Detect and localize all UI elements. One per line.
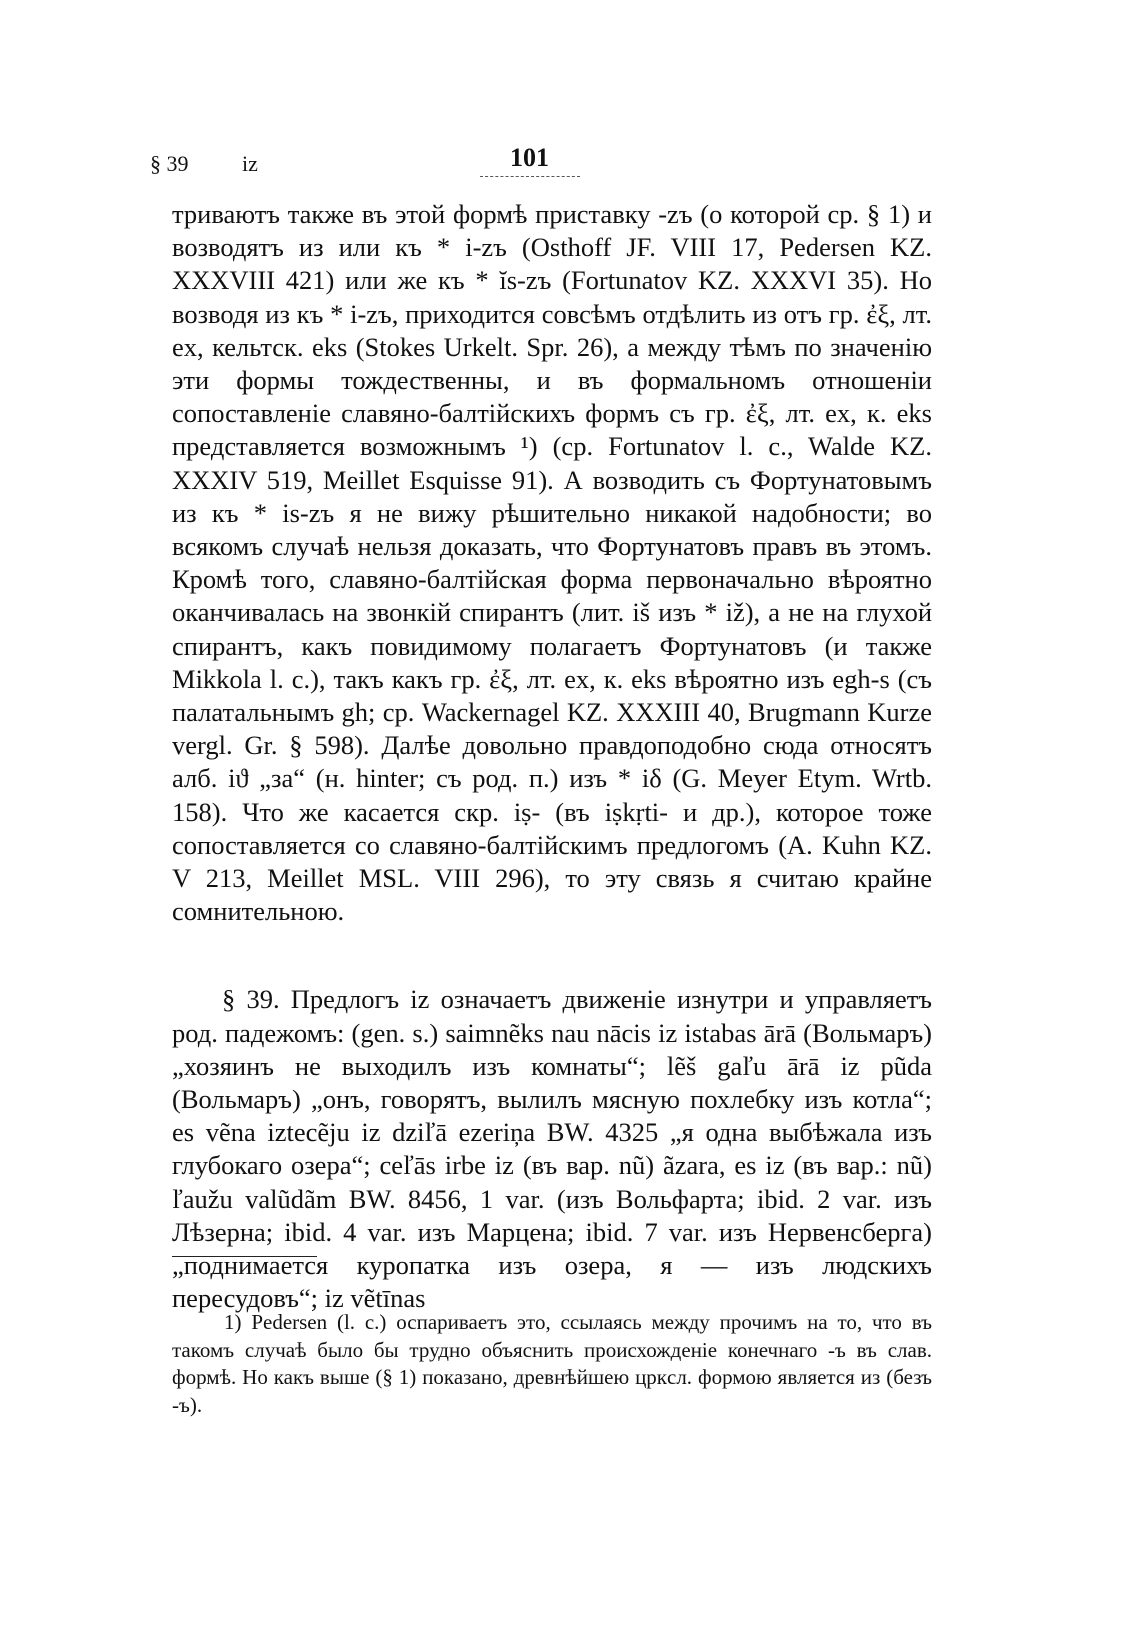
running-head-rule: [480, 176, 580, 177]
page-number: 101: [510, 143, 549, 172]
running-head: [150, 143, 630, 177]
footnote-separator: [172, 1256, 317, 1257]
paragraph-section-39: § 39. Предлогъ iz означаетъ движеніе изнутри и управляетъ род. падежомъ: (gen. s.) saimnẽks nau nācis iz istabas ārā (Вольмаръ) „хозяинъ не выходилъ изъ комнаты“; lẽš gaľu ārā iz pũda (Вольмаръ) „онъ, говорятъ, вылилъ мясную похлебку изъ котла“; es vẽna iztecẽju iz dziľā ezeriņa BW. 4325 „я одна выбѣжала изъ глубокаго озера“; ceľās irbe iz (въ вар. nũ) ãzara, es iz (въ вар.: nũ) ľaužu valũdãm BW. 8456, 1 var. (изъ Вольфарта; ibid. 2 var. изъ Лѣзерна; ibid. 4 var. изъ Марцена; ibid. 7 var. изъ Нервенсберга) „поднимается куропатка изъ озера, я — изъ людскихъ пересудовъ“; iz vẽtīnas: [172, 984, 932, 1314]
footnote-1: 1) Pedersen (l. c.) оспариваетъ это, ссылаясь между прочимъ на то, что въ такомъ случаѣ было бы трудно объяснить происхожденіе конечнаго -ъ въ слав. формѣ. Но какъ выше (§ 1) показано, древнѣйшею цркcл. формою является из (безъ -ъ).: [172, 1310, 932, 1417]
running-head-word: iz: [242, 151, 258, 176]
running-head-section: § 39: [150, 151, 189, 176]
paragraph-continued: триваютъ также въ этой формѣ приставку -zъ (о которой ср. § 1) и возводятъ из или къ * i-zъ (Osthoff JF. VIII 17, Pedersen KZ. XXXVIII 421) или же къ * ĭs-zъ (Fortunatov KZ. XXXVI 35). Но возводя из къ * i-zъ, приходится совсѣмъ отдѣлить из отъ гр. ἐξ, лт. ex, кельтск. eks (Stokes Urkelt. Spr. 26), а между тѣмъ по значенію эти формы тождественны, и въ формальномъ отношеніи сопоставленіе славяно-балтійскихъ формъ съ гр. ἐξ, лт. ex, к. eks представляется возможнымъ ¹) (ср. Fortunatov l. c., Walde KZ. XXXIV 519, Meillet Esquisse 91). А возводить съ Фортунатовымъ из къ * is-zъ я не вижу рѣшительно никакой надобности; во всякомъ случаѣ нельзя доказать, что Фортунатовъ правъ въ этомъ. Кромѣ того, славяно-балтійская форма первоначально вѣроятно оканчивалась на звонкій спирантъ (лит. iš изъ * iž), а не на глухой спирантъ, какъ повидимому полагаетъ Фортунатовъ (и также Mikkola l. c.), такъ какъ гр. ἐξ, лт. ex, к. eks вѣроятно изъ egh-s (съ палатальнымъ gh; ср. Wackernagel KZ. XXXIII 40, Brugmann Kurze vergl. Gr. § 598). Далѣе довольно правдоподобно сюда относятъ алб. iϑ „за“ (н. hinter; съ род. п.) изъ * iδ (G. Meyer Etym. Wrtb. 158). Что же касается скр. iṣ- (въ iṣkṛti- и др.), которое тоже сопоставляется со славяно-балтійскимъ предлогомъ (A. Kuhn KZ. V 213, Meillet MSL. VIII 296), то эту связь я считаю крайне сомнительною.: [172, 199, 932, 927]
main-text: [172, 198, 932, 1316]
